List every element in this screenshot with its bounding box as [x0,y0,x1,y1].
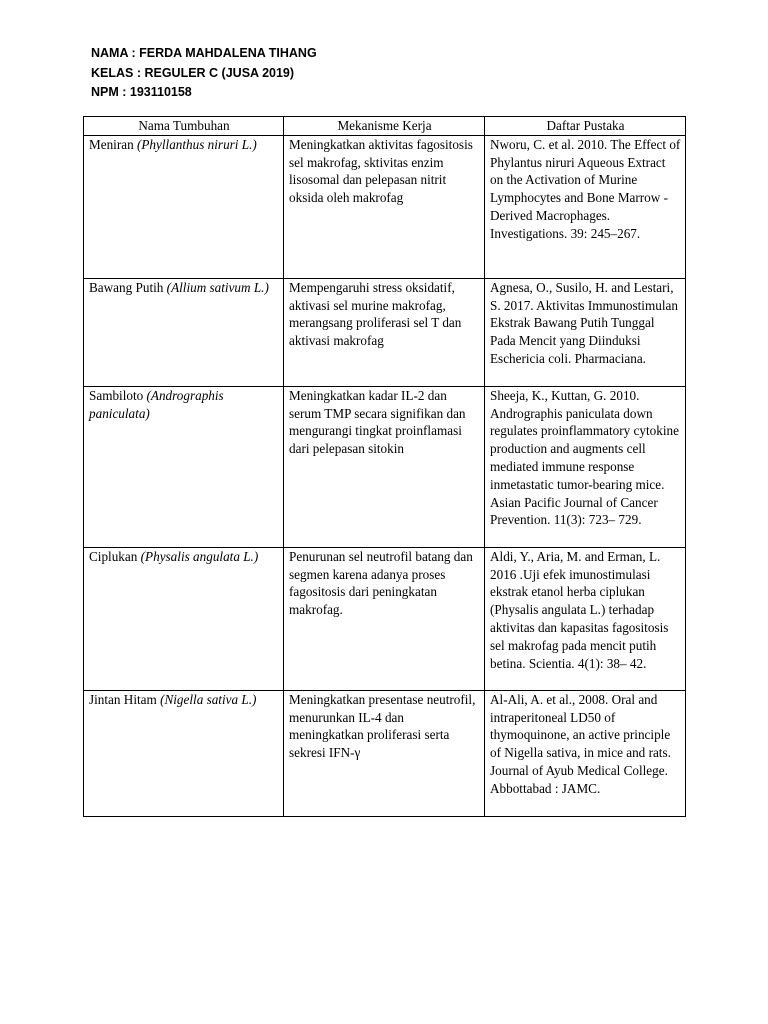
column-header-plant: Nama Tumbuhan [84,117,284,136]
plant-latin-name: (Nigella sativa L.) [160,691,257,707]
table-row [84,690,686,816]
table-row [84,386,686,547]
student-info-header [91,44,317,103]
table-row [84,135,686,278]
plant-mechanism-table [83,116,686,817]
student-class: KELAS : REGULER C (JUSA 2019) [91,65,295,80]
student-name: NAMA : FERDA MAHDALENA TIHANG [91,46,317,60]
reference-cell: Aldi, Y., Aria, M. and Erman, L. 2016 .Uji efek imunostimulasi ekstrak etanol herba ciplukan (Physalis angulata L.) terhadap aktivitas dan kapasitas fagositosis sel makrofag pada mencit putih betina. Scientia. 4(1): 38– 42. [485,547,686,690]
plant-cell [84,386,284,547]
plant-cell [84,547,284,690]
mechanism-cell: Meningkatkan presentase neutrofil, menurunkan IL-4 dan meningkatkan proliferasi serta sekresi IFN-γ [284,690,485,816]
mechanism-cell: Penurunan sel neutrofil batang dan segmen karena adanya proses fagositosis dari peningkatan makrofag. [284,547,485,690]
plant-cell [84,135,284,278]
reference-cell: Agnesa, O., Susilo, H. and Lestari, S. 2017. Aktivitas Immunostimulan Ekstrak Bawang Putih Tunggal Pada Mencit yang Diinduksi Eschericia coli. Pharmaciana. [485,278,686,386]
reference-cell: Nworu, C. et al. 2010. The Effect of Phylantus niruri Aqueous Extract on the Activation of Murine Lymphocytes and Bone Marrow - Derived Macrophages. Investigations. 39: 245–267. [485,135,686,278]
table-row [84,278,686,386]
plant-latin-name: (Phyllanthus niruri L.) [136,136,257,152]
plant-latin-name: (Andrographis paniculata) [89,387,224,421]
plant-name: Ciplukan [89,548,141,564]
plant-latin-name: (Allium sativum L.) [166,279,269,295]
student-npm: NPM : 193110158 [91,85,192,99]
column-header-reference: Daftar Pustaka [485,117,686,136]
plant-cell [84,690,284,816]
plant-name: Jintan Hitam [89,691,161,707]
column-header-mechanism: Mekanisme Kerja [284,117,485,136]
plant-cell [84,278,284,386]
reference-cell: Al-Ali, A. et al., 2008. Oral and intraperitoneal LD50 of thymoquinone, an active principle of Nigella sativa, in mice and rats. Journal of Ayub Medical College. Abbottabad : JAMC. [485,690,686,816]
plant-name: Bawang Putih [89,279,167,295]
mechanism-cell: Mempengaruhi stress oksidatif, aktivasi sel murine makrofag, merangsang proliferasi sel T dan aktivasi makrofag [284,278,485,386]
table-header-row [84,117,686,136]
table-row [84,547,686,690]
plant-name: Sambiloto [89,387,147,403]
mechanism-cell: Meningkatkan kadar IL-2 dan serum TMP secara signifikan dan mengurangi tingkat proinflamasi dari pelepasan sitokin [284,386,485,547]
mechanism-cell: Meningkatkan aktivitas fagositosis sel makrofag, sktivitas enzim lisosomal dan pelepasan nitrit oksida oleh makrofag [284,135,485,278]
reference-cell: Sheeja, K., Kuttan, G. 2010. Andrographis paniculata down regulates proinflammatory cytokine production and augments cell mediated immune response inmetastatic tumor-bearing mice. Asian Pacific Journal of Cancer Prevention. 11(3): 723– 729. [485,386,686,547]
plant-latin-name: (Physalis angulata L.) [140,548,259,564]
plant-name: Meniran [89,136,137,152]
